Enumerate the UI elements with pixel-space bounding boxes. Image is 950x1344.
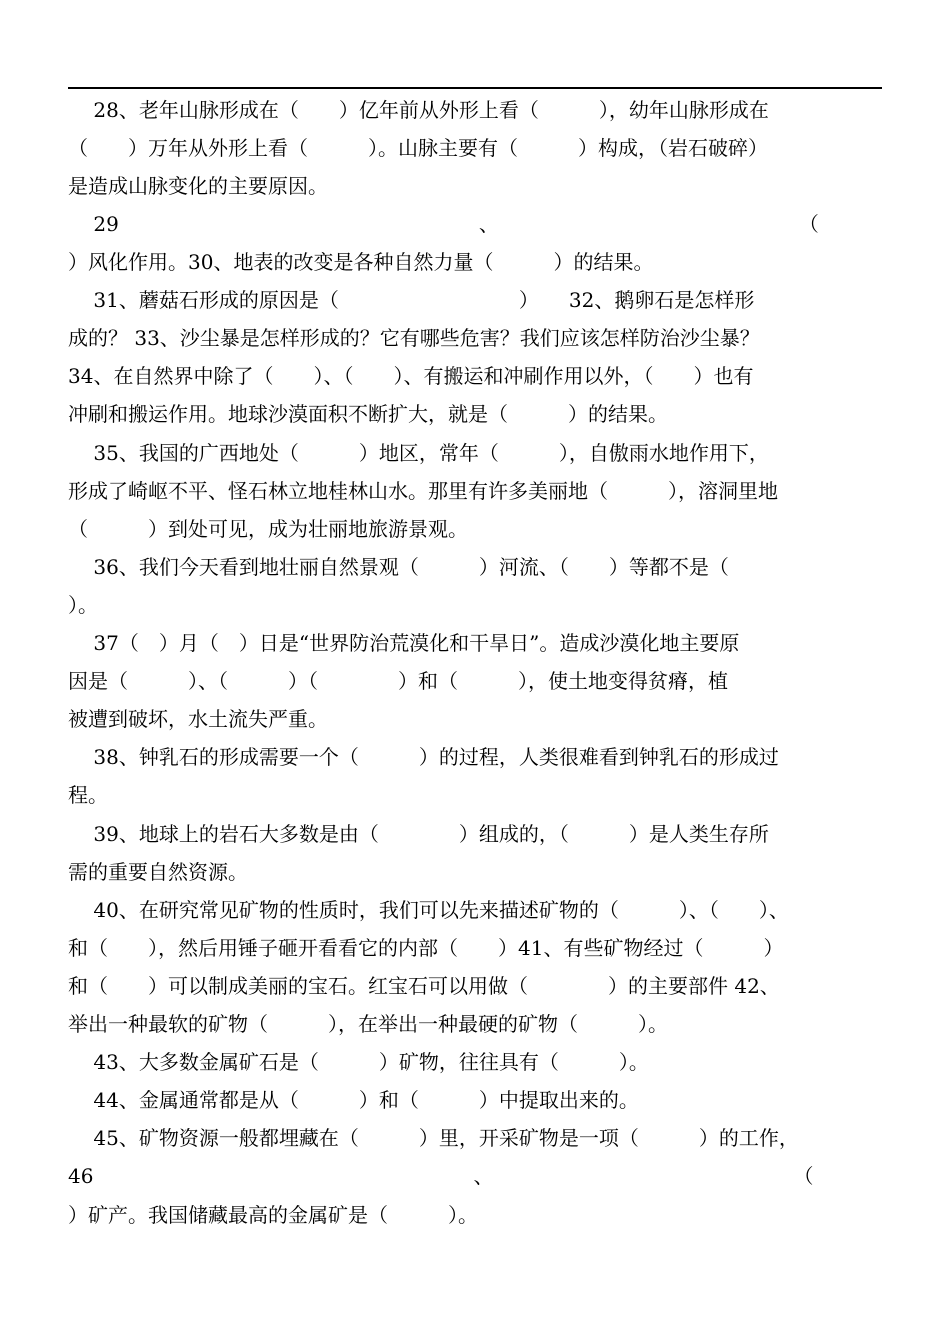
text-line: 形成了崎岖不平、怪石林立地桂林山水。那里有许多美丽地（ ），溶洞里地 [68, 479, 778, 503]
text-line: 需的重要自然资源。 [68, 860, 248, 884]
text-line: 37（ ）月（ ）日是“世界防治荒漠化和干旱日”。造成沙漠化地主要原 [68, 631, 740, 655]
text-line: 31、蘑菇石形成的原因是（ ） 32、鹅卵石是怎样形 [68, 288, 755, 312]
text-line: 程。 [68, 783, 108, 807]
text-line: 29 、 （ [68, 212, 819, 236]
text-line: （ ）万年从外形上看（ ）。山脉主要有（ ）构成，（岩石破碎） [68, 136, 768, 160]
text-line: 35、我国的广西地处（ ）地区，常年（ ），自傲雨水地作用下， [68, 441, 769, 465]
text-line: 46 、 （ [68, 1164, 814, 1188]
text-line: 40、在研究常见矿物的性质时，我们可以先来描述矿物的（ ）、（ ）、 [68, 898, 789, 922]
text-line: 被遭到破坏，水土流失严重。 [68, 707, 328, 731]
text-line: （ ）到处可见，成为壮丽地旅游景观。 [68, 517, 468, 541]
header-rule [68, 87, 882, 89]
text-line: 举出一种最软的矿物（ ），在举出一种最硬的矿物（ ）。 [68, 1012, 668, 1036]
text-line: 38、钟乳石的形成需要一个（ ）的过程，人类很难看到钟乳石的形成过 [68, 745, 779, 769]
text-line: 28、老年山脉形成在（ ）亿年前从外形上看（ ），幼年山脉形成在 [68, 98, 769, 122]
text-line: 是造成山脉变化的主要原因。 [68, 174, 328, 198]
text-line: 36、我们今天看到地壮丽自然景观（ ）河流、（ ）等都不是（ [68, 555, 729, 579]
text-line: ）风化作用。30、地表的改变是各种自然力量（ ）的结果。 [68, 250, 654, 274]
text-line: ）矿产。我国储藏最高的金属矿是（ ）。 [68, 1203, 478, 1227]
text-line: 成的？ 33、沙尘暴是怎样形成的？它有哪些危害？我们应该怎样防治沙尘暴？ [68, 326, 760, 350]
text-line: 和（ ）可以制成美丽的宝石。红宝石可以用做（ ）的主要部件 42、 [68, 974, 780, 998]
text-line: 43、大多数金属矿石是（ ）矿物，往往具有（ ）。 [68, 1050, 649, 1074]
text-line: 45、矿物资源一般都埋藏在（ ）里，开采矿物是一项（ ）的工作， [68, 1126, 799, 1150]
text-line: 44、金属通常都是从（ ）和（ ）中提取出来的。 [68, 1088, 639, 1112]
text-line: 因是（ ）、（ ）（ ）和（ ），使土地变得贫瘠，植 [68, 669, 728, 693]
text-line: 39、地球上的岩石大多数是由（ ）组成的，（ ）是人类生存所 [68, 822, 769, 846]
text-line: ）。 [68, 593, 98, 617]
text-line: 和（ ），然后用锤子砸开看看它的内部（ ）41、有些矿物经过（ ） [68, 936, 784, 960]
text-line: 34、在自然界中除了（ ）、（ ）、有搬运和冲刷作用以外，（ ）也有 [68, 364, 754, 388]
text-line: 冲刷和搬运作用。地球沙漠面积不断扩大，就是（ ）的结果。 [68, 402, 668, 426]
